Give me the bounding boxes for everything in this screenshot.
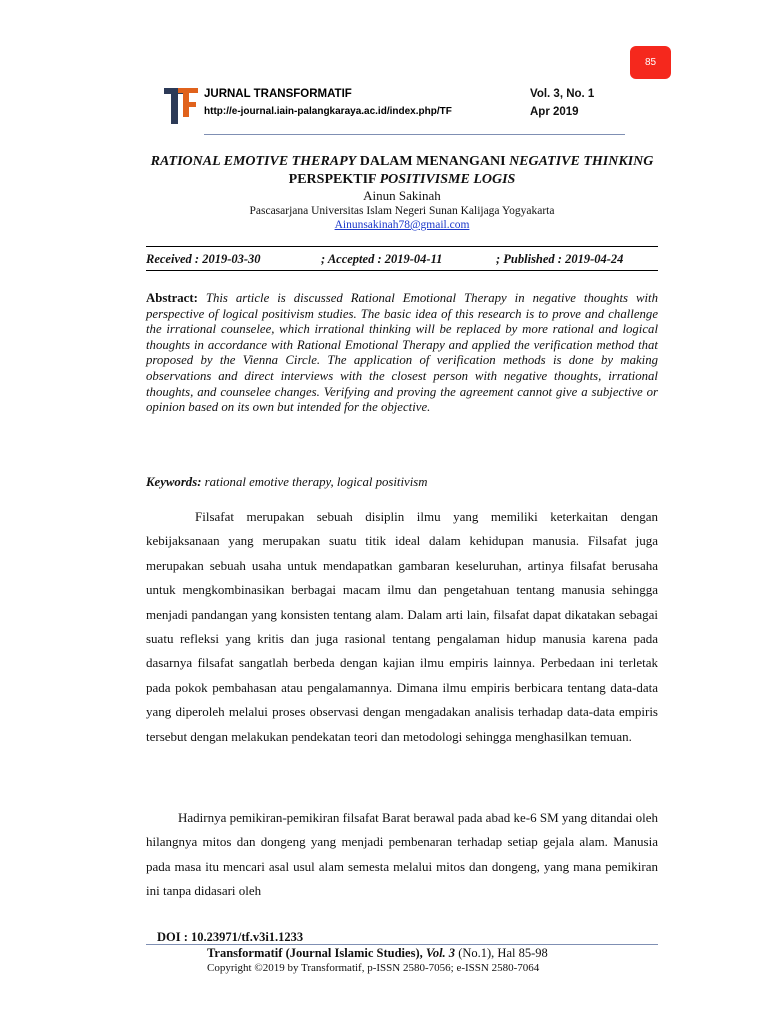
published-date: ; Published : 2019-04-24 bbox=[496, 252, 624, 266]
email-link[interactable]: Ainunsakinah78@gmail.com bbox=[334, 219, 470, 231]
abstract-label: Abstract: bbox=[146, 291, 198, 305]
page-number-badge: 85 bbox=[630, 46, 671, 79]
body-paragraph-1: Filsafat merupakan sebuah disiplin ilmu yang memiliki keterkaitan dengan kebijaksanaan yang merupakan suatu titik ideal dalam kehidupan manusia. Filsafat juga merupakan sebuah usaha untuk mendapatkan gambaran keseluruhan, artinya filsafat berusaha untuk mengkombinasikan berbagai macam ilmu dan pengetahuan tentang manusia sehingga menjadi pandangan yang konsisten tentang alam. Dalam arti lain, filsafat dapat dikatakan sebagai suatu refleksi yang kritis dan juga rasional tentang pengalaman hidup manusia karena pada dasarnya filsafat sangatlah berbeda dengan kajian ilmu empiris lainnya. Perbedaan ini terletak pada pokok pembahasan atau pengalamannya. Dimana ilmu empiris berbicara tentang data-data yang diperoleh melalui proses observasi dengan mengadakan analisis terhadap data-data empiris tersebut dengan melakukan pendekatan teori dan metodologi sehingga menghasilkan temuan. bbox=[146, 509, 658, 744]
author-name: Ainun Sakinah bbox=[363, 188, 441, 203]
volume-label: Vol. 3, No. 1 bbox=[530, 88, 595, 100]
doi[interactable]: DOI : 10.23971/tf.v3i1.1233 bbox=[157, 930, 304, 944]
author-email bbox=[146, 219, 658, 231]
received-date: Received : 2019-03-30 bbox=[146, 252, 261, 266]
abstract-text: This article is discussed Rational Emotional Therapy in negative thoughts with perspective of logical positivism studies. The basic idea of this research is to prove and challenge the irrational counselee, which irrational thinking will be replaced by more rational and logical thoughts in accordance with Rational Emotional Therapy and applied the verification method that proposed by the Vienna Circle. The application of verification methods is done by making observations and direct interviews with the closest person with negative thoughts, irrational thoughts, and counselee changes. Verifying and proving the agreement cannot give a subjective or opinion based on its own but intended for the objective. bbox=[146, 291, 658, 415]
keywords bbox=[146, 475, 658, 490]
abstract bbox=[146, 291, 658, 416]
tf-logo-icon bbox=[162, 86, 200, 126]
keywords-text: rational emotive therapy, logical positivism bbox=[201, 475, 428, 489]
dates-bottom-rule bbox=[146, 270, 658, 271]
header-divider bbox=[204, 134, 625, 135]
keywords-label: Keywords: bbox=[146, 475, 202, 489]
journal-citation: Transformatif (Journal Islamic Studies), Vol. 3 (No.1), Hal 85-98 bbox=[207, 946, 548, 960]
author-affiliation: Pascasarjana Universitas Islam Negeri Sunan Kalijaga Yogyakarta bbox=[249, 205, 555, 217]
copyright-notice: Copyright ©2019 by Transformatif, p-ISSN 2580-7056; e-ISSN 2580-7064 bbox=[207, 962, 540, 974]
accepted-date: ; Accepted : 2019-04-11 bbox=[321, 252, 443, 266]
footer-divider bbox=[146, 944, 658, 945]
body-paragraph-2: Hadirnya pemikiran-pemikiran filsafat Barat berawal pada abad ke-6 SM yang ditandai oleh hilangnya mitos dan dongeng yang menjadi pembenaran terhadap setiap gejala alam. Manusia pada masa itu mencari asal usul alam semesta melalui mitos dan dongeng, yang mana pemikiran ini tanpa didasari oleh bbox=[146, 810, 658, 899]
journal-url[interactable]: http://e-journal.iain-palangkaraya.ac.id/index.php/TF bbox=[204, 106, 452, 117]
article-title: RATIONAL EMOTIVE THERAPY DALAM MENANGANI NEGATIVE THINKING PERSPEKTIF POSITIVISME LOGIS bbox=[150, 154, 654, 187]
journal-name: JURNAL TRANSFORMATIF bbox=[204, 88, 352, 100]
dates-top-rule bbox=[146, 246, 658, 247]
issue-date: Apr 2019 bbox=[530, 106, 579, 118]
